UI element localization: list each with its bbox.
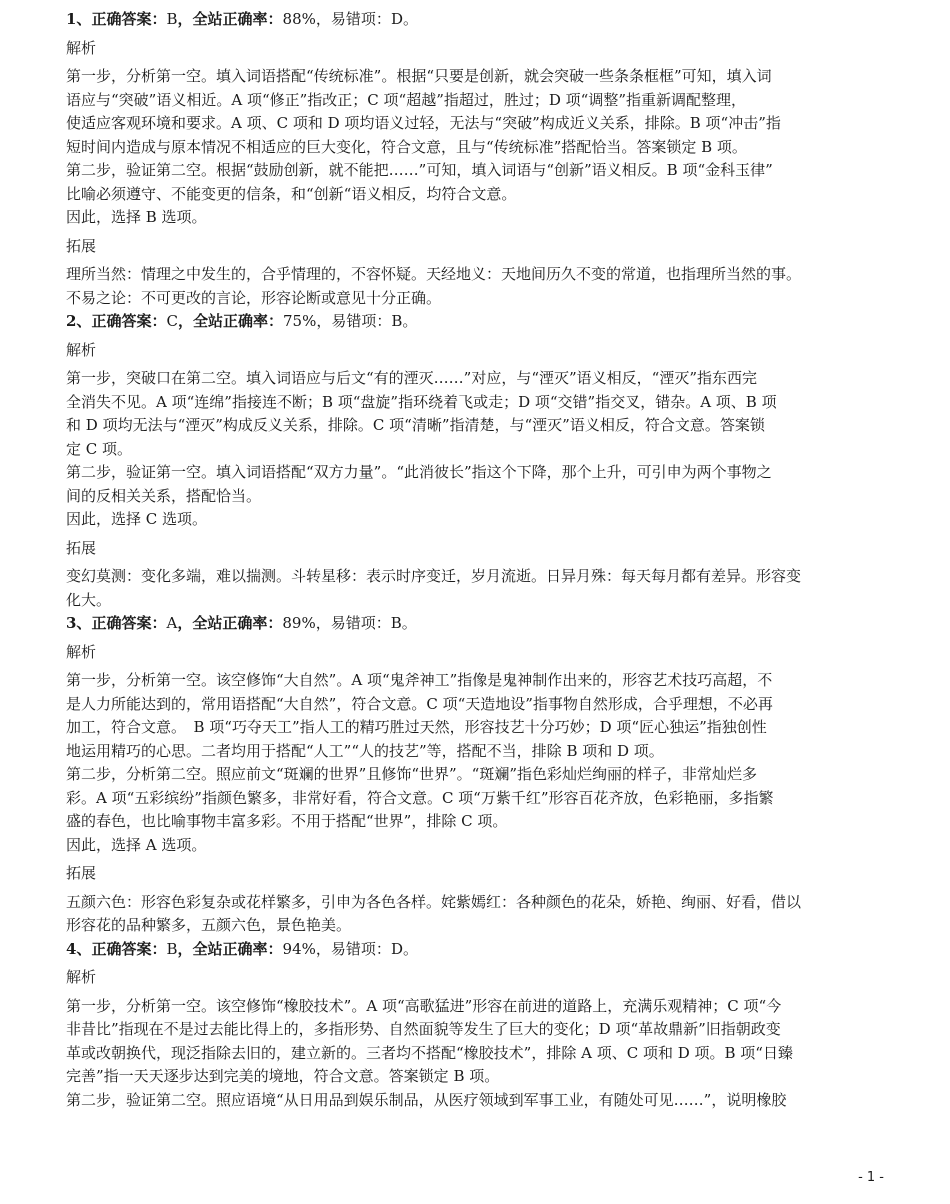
analysis-line: 彩。A 项“五彩缤纷”指颜色繁多，非常好看，符合文意。C 项“万紫千红”形容百花齐放，色彩艳丽，多指繁 bbox=[66, 788, 774, 807]
question-block bbox=[66, 612, 888, 938]
analysis-heading: 解析 bbox=[66, 968, 97, 986]
accuracy-label: 全站正确率 bbox=[192, 614, 268, 632]
analysis-line: 第二步，验证第二空。照应语境“从日用品到娱乐制品，从医疗领域到军事工业，有随处可见……”，说明橡胶 bbox=[66, 1090, 787, 1109]
question-number: 4、 bbox=[66, 939, 92, 958]
error-option: D。 bbox=[390, 939, 418, 958]
question-number: 2、 bbox=[66, 312, 92, 330]
error-label: 易错项 bbox=[330, 939, 376, 958]
extension-line: 五颜六色：形容色彩复杂或花样繁多，引申为各色各样。姹紫嫣红：各种颜色的花朵，娇艳、绚丽、好看，借以 bbox=[66, 892, 802, 911]
error-option: B。 bbox=[390, 614, 417, 632]
error-label: 易错项 bbox=[330, 614, 376, 632]
analysis-line: 语应与“突破”语义相近。A 项“修正”指改正；C 项“超越”指超过，胜过；D 项“调整”指重新调配整理， bbox=[66, 90, 746, 109]
question-number: 3、 bbox=[66, 614, 92, 632]
extension-heading: 拓展 bbox=[66, 538, 97, 557]
analysis-line: 因此，选择 B 选项。 bbox=[66, 208, 207, 226]
error-option: B。 bbox=[391, 312, 418, 330]
analysis-line: 第二步，验证第二空。根据“鼓励创新，就不能把……”可知，填入词语与“创新”语义相反。B 项“金科玉律” bbox=[66, 161, 773, 179]
extension-heading: 拓展 bbox=[66, 236, 97, 255]
error-option: D。 bbox=[390, 10, 418, 28]
accuracy-rate: 94% bbox=[282, 939, 316, 958]
analysis-line: 是人力所能达到的，常用语搭配“大自然”，符合文意。C 项“天造地设”指事物自然形成，合乎理想，不必再 bbox=[66, 694, 773, 713]
page-number: - 1 - bbox=[858, 1170, 884, 1185]
extension-line: 化大。 bbox=[66, 590, 112, 609]
question-header: 1、正确答案：B，全站正确率：88%，易错项：D。 bbox=[66, 10, 418, 28]
analysis-line: 革或改朝换代，现泛指除去旧的，建立新的。三者均不搭配“橡胶技术”，排除 A 项、C 项和 D 项。B 项“日臻 bbox=[66, 1043, 793, 1062]
accuracy-label: 全站正确率 bbox=[192, 10, 268, 28]
accuracy-label: 全站正确率 bbox=[192, 312, 268, 330]
answer-label: 正确答案 bbox=[91, 614, 152, 632]
correct-answer: A bbox=[166, 614, 178, 632]
extension-line: 形容花的品种繁多，五颜六色，景色艳美。 bbox=[66, 916, 352, 934]
question-number: 1、 bbox=[66, 10, 92, 28]
question-header: 2、正确答案：C，全站正确率：75%，易错项：B。 bbox=[66, 312, 418, 330]
analysis-line: 地运用精巧的心思。二者均用于搭配“人工”“人的技艺”等，搭配不当，排除 B 项和 D 项。 bbox=[66, 741, 664, 760]
answer-label: 正确答案 bbox=[91, 939, 152, 958]
question-block bbox=[66, 310, 888, 612]
question-block bbox=[66, 8, 888, 310]
analysis-line: 使适应客观环境和要求。A 项、C 项和 D 项均语义过轻，无法与“突破”构成近义关系，排除。B 项“冲击”指 bbox=[66, 114, 781, 132]
extension-line: 不易之论：不可更改的言论，形容论断或意见十分正确。 bbox=[66, 288, 442, 307]
analysis-line: 完善”指一天天逐步达到完美的境地，符合文意。答案锁定 B 项。 bbox=[66, 1067, 500, 1085]
analysis-line: 和 D 项均无法与“湮灭”构成反义关系，排除。C 项“清晰”指清楚，与“湮灭”语义相反，符合文意。答案锁 bbox=[66, 416, 765, 434]
answer-label: 正确答案 bbox=[91, 312, 152, 330]
document-page bbox=[66, 8, 888, 1112]
analysis-line: 全消失不见。A 项“连绵”指接连不断；B 项“盘旋”指环绕着飞或走；D 项“交错”指交叉，错杂。A 项、B 项 bbox=[66, 392, 777, 411]
question-block bbox=[66, 938, 888, 1113]
analysis-heading: 解析 bbox=[66, 340, 97, 359]
accuracy-rate: 88% bbox=[282, 10, 316, 28]
analysis-line: 第二步，分析第二空。照应前文“斑斓的世界”且修饰“世界”。“斑斓”指色彩灿烂绚丽的样子，非常灿烂多 bbox=[66, 765, 758, 783]
extension-line: 理所当然：情理之中发生的，合乎情理的，不容怀疑。天经地义：天地间历久不变的常道，也指理所当然的事。 bbox=[66, 265, 802, 283]
analysis-line: 短时间内造成与原本情况不相适应的巨大变化，符合文意，且与“传统标准”搭配恰当。答案锁定 B 项。 bbox=[66, 137, 747, 156]
analysis-heading: 解析 bbox=[66, 38, 97, 57]
question-header: 4、正确答案：B，全站正确率：94%，易错项：D。 bbox=[66, 939, 418, 958]
accuracy-label: 全站正确率 bbox=[192, 939, 268, 958]
analysis-line: 盛的春色，也比喻事物丰富多彩。不用于搭配“世界”，排除 C 项。 bbox=[66, 812, 508, 830]
correct-answer: B bbox=[166, 10, 178, 28]
analysis-line: 第一步，突破口在第二空。填入词语应与后文“有的湮灭……”对应，与“湮灭”语义相反，“湮灭”指东西完 bbox=[66, 369, 758, 387]
answer-label: 正确答案 bbox=[91, 10, 152, 28]
analysis-line: 定 C 项。 bbox=[66, 439, 133, 458]
analysis-line: 加工，符合文意。 B 项“巧夺天工”指人工的精巧胜过天然，形容技艺十分巧妙；D 项“匠心独运”指独创性 bbox=[66, 718, 767, 736]
accuracy-rate: 75% bbox=[283, 312, 317, 330]
accuracy-rate: 89% bbox=[282, 614, 316, 632]
correct-answer: C bbox=[166, 312, 178, 330]
analysis-line: 第二步，验证第一空。填入词语搭配“双方力量”。“此消彼长”指这个下降，那个上升，可引申为两个事物之 bbox=[66, 463, 772, 481]
analysis-heading: 解析 bbox=[66, 642, 97, 661]
analysis-line: 比喻必须遵守、不能变更的信条，和“创新“语义相反，均符合文意。 bbox=[66, 184, 517, 203]
analysis-line: 间的反相关关系，搭配恰当。 bbox=[66, 486, 262, 505]
analysis-line: 非昔比”指现在不是过去能比得上的，多指形势、自然面貌等发生了巨大的变化；D 项“革故鼎新”旧指朝政变 bbox=[66, 1020, 781, 1038]
analysis-line: 第一步，分析第一空。填入词语搭配“传统标准”。根据“只要是创新，就会突破一些条条框框”可知，填入词 bbox=[66, 67, 772, 85]
analysis-line: 第一步，分析第一空。该空修饰“橡胶技术”。A 项“高歌猛进”形容在前进的道路上，充满乐观精神；C 项“今 bbox=[66, 996, 782, 1015]
error-label: 易错项 bbox=[330, 10, 376, 28]
error-label: 易错项 bbox=[331, 312, 377, 330]
extension-line: 变幻莫测：变化多端，难以揣测。斗转星移：表示时序变迁，岁月流逝。日异月殊：每天每月都有差异。形容变 bbox=[66, 567, 802, 585]
correct-answer: B bbox=[166, 939, 178, 958]
question-header: 3、正确答案：A，全站正确率：89%，易错项：B。 bbox=[66, 614, 417, 632]
analysis-line: 因此，选择 C 选项。 bbox=[66, 510, 208, 528]
extension-heading: 拓展 bbox=[66, 864, 97, 882]
analysis-line: 第一步，分析第一空。该空修饰“大自然”。A 项“鬼斧神工”指像是鬼神制作出来的，形容艺术技巧高超，不 bbox=[66, 671, 773, 689]
analysis-line: 因此，选择 A 选项。 bbox=[66, 835, 207, 854]
